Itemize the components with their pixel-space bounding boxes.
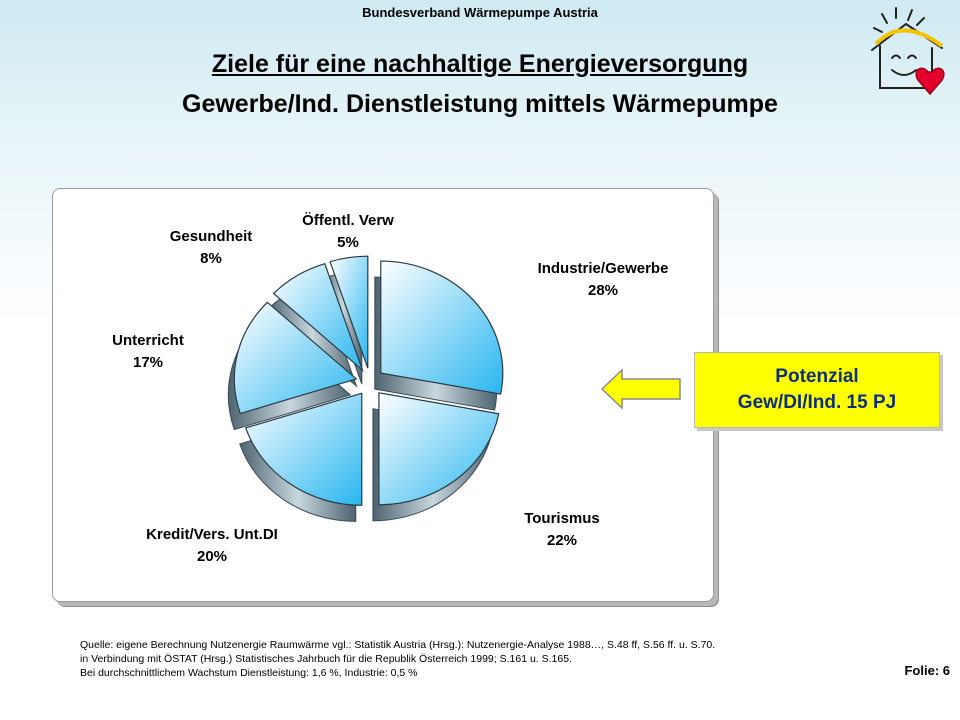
- slice-name: Unterricht: [112, 332, 184, 349]
- source-line-3: Bei durchschnittlichem Wachstum Dienstleistung: 1,6 %, Industrie: 0,5 %: [80, 667, 418, 679]
- source-line-2: in Verbindung mit ÖSTAT (Hrsg.) Statistisches Jahrbuch für die Republik Österreich 1999; S.161 u. S.165.: [80, 653, 572, 665]
- slice-value: 17%: [132, 354, 164, 371]
- slice-value: 5%: [337, 234, 359, 251]
- pie-slice-tourismus: [379, 393, 499, 505]
- organization-name: Bundesverband Wärmepumpe Austria: [362, 5, 598, 20]
- source-note: [80, 638, 840, 680]
- slice-name: Tourismus: [524, 510, 600, 527]
- source-line-1: Quelle: eigene Berechnung Nutzenergie Raumwärme vgl.: Statistik Austria (Hrsg.): Nutzenergie-Analyse 1988…, S.48 ff, S.56 ff. u. S.70.: [80, 639, 716, 651]
- slide-title: Ziele für eine nachhaltige Energieversorgung: [211, 50, 749, 78]
- slice-label-kredit: [146, 524, 278, 568]
- slice-value: 22%: [546, 532, 578, 549]
- slice-name: Gesundheit: [169, 228, 253, 245]
- slide-subtitle: Gewerbe/Ind. Dienstleistung mittels Wärmepumpe: [182, 90, 778, 118]
- callout-line-1: Potenzial: [775, 366, 859, 387]
- pie-slice-industrie: [381, 261, 503, 394]
- slice-label-oeffentl-verw: [302, 210, 394, 254]
- callout-line-2: Gew/DI/Ind. 15 PJ: [737, 392, 897, 413]
- slice-label-industrie: [538, 258, 669, 302]
- slice-name: Öffentl. Verw: [302, 212, 394, 229]
- slice-label-tourismus: [524, 508, 600, 552]
- slice-value: 28%: [587, 282, 619, 299]
- slice-name: Kredit/Vers. Unt.DI: [146, 526, 278, 543]
- slide-number: Folie: 6: [904, 663, 950, 678]
- arrow-left-icon: [598, 366, 684, 412]
- slice-name: Industrie/Gewerbe: [537, 260, 669, 277]
- slice-label-unterricht: [112, 330, 184, 374]
- slice-value: 8%: [200, 250, 222, 267]
- slice-value: 20%: [196, 548, 228, 565]
- potential-callout: [694, 352, 940, 428]
- slice-label-gesundheit: [170, 226, 253, 270]
